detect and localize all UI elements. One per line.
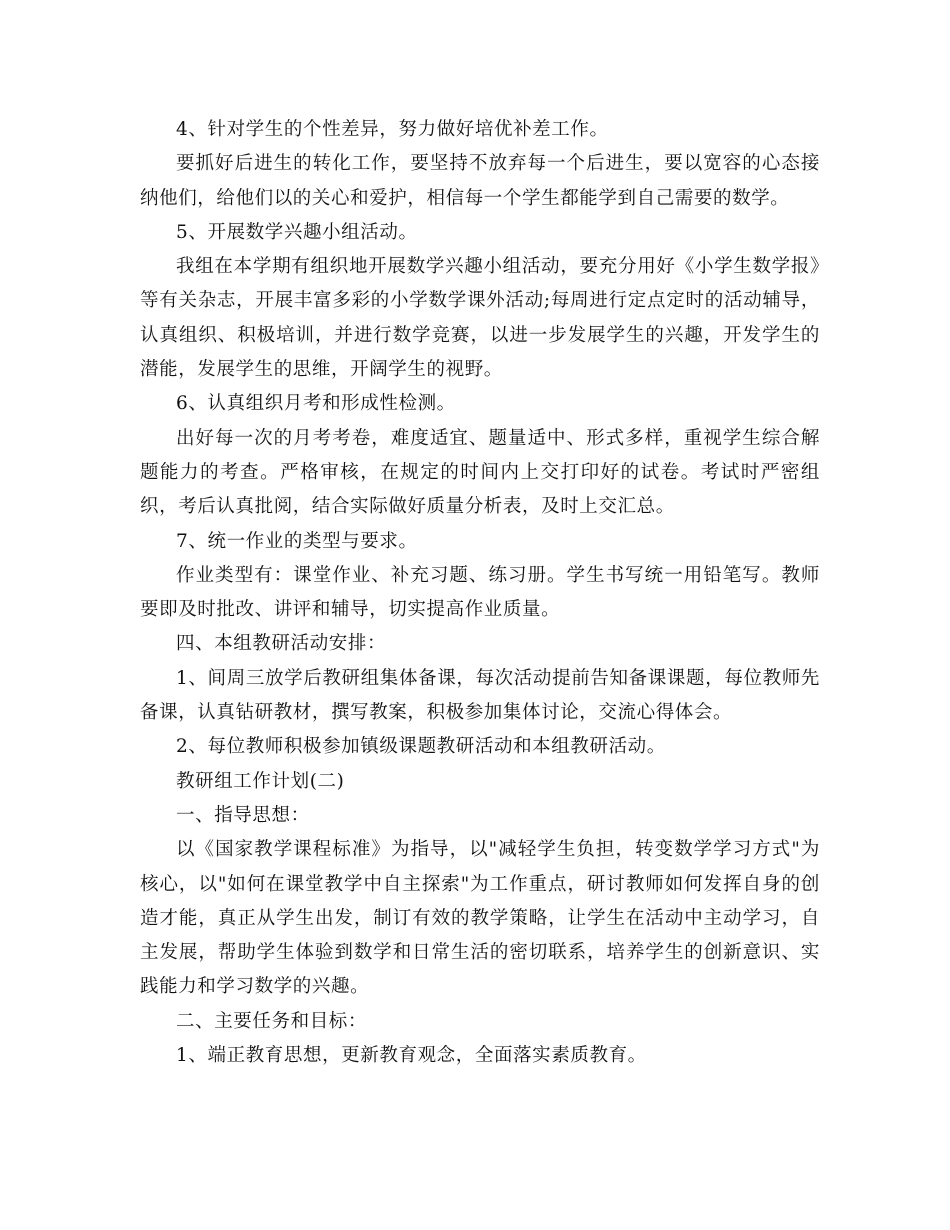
paragraph-item-5-heading: 5、开展数学兴趣小组活动。 xyxy=(176,221,418,243)
paragraph-laggard-students: 要抓好后进生的转化工作，要坚持不放弃每一个后进生，要以宽容的心态接纳他们，给他们以的关心和爱护，相信每一个学生都能学到自己需要的数学。 xyxy=(140,153,820,209)
paragraph-item-7-heading: 7、统一作业的类型与要求。 xyxy=(176,530,418,552)
paragraph-guiding-ideology: 以《国家教学课程标准》为指导，以"减轻学生负担，转变数学学习方式"为核心，以"如何在课堂教学中自主探索"为工作重点，研讨教师如何发挥自身的创造才能，真正从学生出发，制订有效的教学策略，让学生在活动中主动学习，自主发展，帮助学生体验到数学和日常生活的密切联系，培养学生的创新意识、实践能力和学习数学的兴趣。 xyxy=(140,839,820,998)
plan-two-title: 教研组工作计划(二) xyxy=(176,770,345,792)
section-heading-guiding-ideology: 一、指导思想： xyxy=(176,804,310,826)
paragraph-item-4-heading: 4、针对学生的个性差异，努力做好培优补差工作。 xyxy=(176,119,609,140)
paragraph-monthly-exams: 出好每一次的月考考卷，难度适宜、题量适中、形式多样，重视学生综合解题能力的考查。严格审核，在规定的时间内上交打印好的试卷。考试时严密组织，考后认真批阅，结合实际做好质量分析表，及时上交汇总。 xyxy=(140,427,820,518)
paragraph-item-6-heading: 6、认真组织月考和形成性检测。 xyxy=(176,393,456,415)
paragraph-town-level-research: 2、每位教师积极参加镇级课题教研活动和本组教研活动。 xyxy=(176,736,666,758)
paragraph-interest-groups: 我组在本学期有组织地开展数学兴趣小组活动，要充分用好《小学生数学报》等有关杂志，开展丰富多彩的小学数学课外活动;每周进行定点定时的活动辅导，认真组织、积极培训，并进行数学竞赛，以进一步发展学生的兴趣，开发学生的潜能，发展学生的思维，开阔学生的视野。 xyxy=(140,256,820,381)
paragraph-task-1: 1、端正教育思想，更新教育观念，全面落实素质教育。 xyxy=(176,1045,647,1067)
paragraph-collective-lesson-prep: 1、间周三放学后教研组集体备课，每次活动提前告知备课课题，每位教师先备课，认真钻研教材，撰写教案，积极参加集体讨论，交流心得体会。 xyxy=(140,667,820,724)
section-heading-tasks-goals: 二、主要任务和目标： xyxy=(176,1010,368,1032)
section-heading-research-activities: 四、本组教研活动安排： xyxy=(176,633,387,655)
paragraph-homework-types: 作业类型有：课堂作业、补充习题、练习册。学生书写统一用铅笔写。教师要即及时批改、讲评和辅导，切实提高作业质量。 xyxy=(140,564,820,621)
document-page xyxy=(140,113,820,1073)
